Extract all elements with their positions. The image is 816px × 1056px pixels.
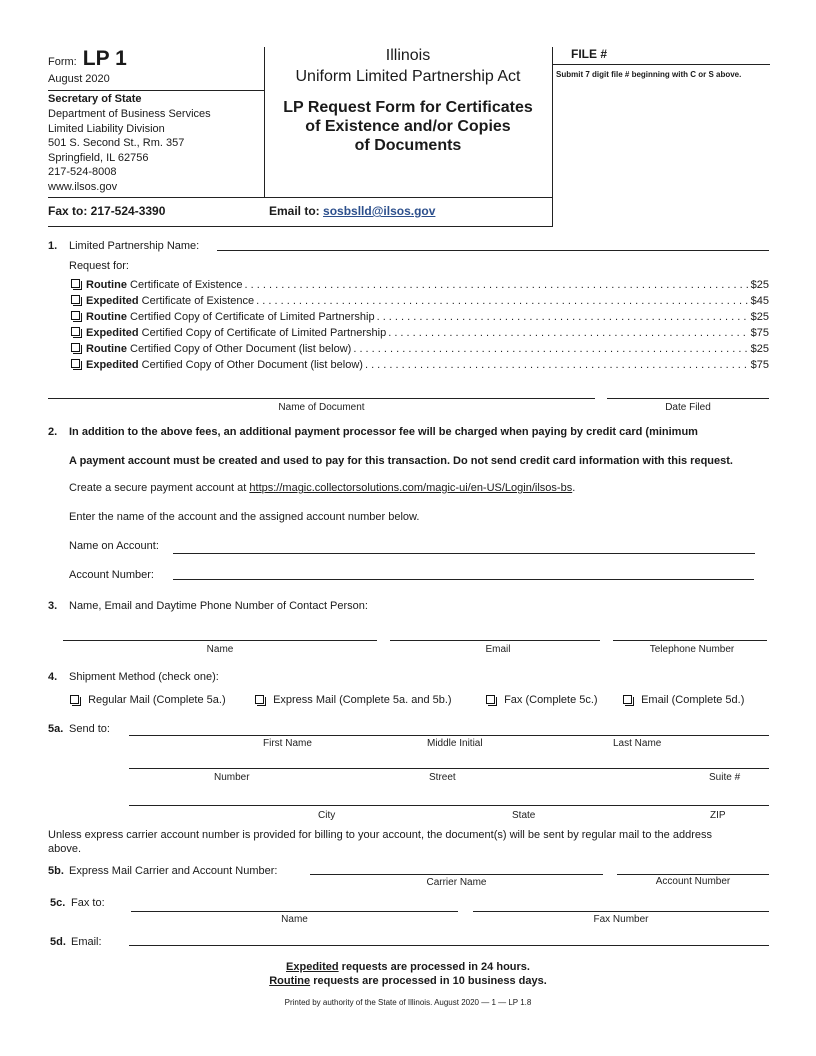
file-number-input[interactable] <box>552 47 770 64</box>
file-number-label: FILE # <box>571 47 608 61</box>
caption: Telephone Number <box>649 644 735 655</box>
section-2-number: 2. <box>48 426 58 438</box>
request-row[interactable]: Expedited Certified Copy of Other Document (list below) . . . $75 <box>71 359 769 374</box>
section-5c-number: 5c. <box>50 897 66 909</box>
email-to: Email to: sosbslld@ilsos.gov <box>269 204 436 218</box>
document-name-field[interactable] <box>48 398 595 399</box>
lp-name-label: Limited Partnership Name: <box>69 240 200 252</box>
request-row[interactable]: Expedited Certified Copy of Certificate of Limited Partnership . . . $75 <box>71 327 769 342</box>
checkbox[interactable] <box>71 327 80 336</box>
checkbox[interactable] <box>71 279 80 288</box>
caption: Email <box>485 644 511 655</box>
agency-name: Secretary of State <box>48 93 142 105</box>
fax-number-field[interactable] <box>473 911 769 912</box>
email-label: Email: <box>71 936 102 948</box>
street-line-field[interactable] <box>129 768 769 769</box>
contact-label: Name, Email and Daytime Phone Number of Contact Person: <box>69 600 368 612</box>
request-for-label: Request for: <box>69 260 129 272</box>
request-row[interactable]: Routine Certified Copy of Other Document (list below) . . . $25 <box>71 343 769 358</box>
city-line-field[interactable] <box>129 805 769 806</box>
section-1-number: 1. <box>48 240 58 252</box>
printed-by: Printed by authority of the State of Illinois. August 2020 — 1 — LP 1.8 <box>284 998 532 1007</box>
fax-name-field[interactable] <box>131 911 458 912</box>
payment-portal-link[interactable]: https://magic.collectorsolutions.com/magic-ui/en-US/Login/ilsos-bs <box>249 482 573 494</box>
caption: Fax Number <box>593 914 649 925</box>
checkbox[interactable] <box>70 695 79 704</box>
caption: Account Number <box>655 876 731 887</box>
request-row[interactable]: Expedited Certificate of Existence . . . $45 <box>71 295 769 310</box>
account-number-label: Account Number: <box>69 569 154 581</box>
carrier-account-field[interactable] <box>617 874 769 875</box>
contact-phone-field[interactable] <box>613 640 767 641</box>
date-filed-field[interactable] <box>607 398 769 399</box>
checkbox[interactable] <box>623 695 632 704</box>
agency-address: Department of Business Services Limited Liability Division 501 S. Second St., Rm. 357 Springfield, IL 62756 217-524-8008 www.ilsos.gov <box>48 108 211 193</box>
section-5b-number: 5b. <box>48 865 64 877</box>
email-field[interactable] <box>129 945 769 946</box>
contact-name-field[interactable] <box>63 640 377 641</box>
request-row[interactable]: Routine Certificate of Existence . . . $25 <box>71 279 769 294</box>
caption: Suite # <box>709 772 741 783</box>
enter-account-text: Enter the name of the account and the assigned account number below. <box>69 511 420 523</box>
date-filed-caption: Date Filed <box>665 402 711 413</box>
shipment-label: Shipment Method (check one): <box>69 671 219 683</box>
state-name: Illinois <box>385 47 431 64</box>
checkbox[interactable] <box>486 695 495 704</box>
caption: Carrier Name <box>426 877 487 888</box>
fee-notice: In addition to the above fees, an additional payment processor fee will be charged when paying by credit card (minimum <box>69 426 698 438</box>
account-number-field[interactable] <box>173 579 754 580</box>
caption: First Name <box>263 738 312 749</box>
act-name: Uniform Limited Partnership Act <box>295 68 521 85</box>
caption: ZIP <box>710 810 726 821</box>
shipment-option[interactable]: Express Mail (Complete 5a. and 5b.) <box>255 694 452 706</box>
name-line-field[interactable] <box>129 735 769 736</box>
shipment-option[interactable]: Fax (Complete 5c.) <box>486 694 598 706</box>
create-account-text: Create a secure payment account at https://magic.collectorsolutions.com/magic-ui/en-US/Login/ilsos-bs. <box>69 482 576 494</box>
section-5d-number: 5d. <box>50 936 66 948</box>
caption: Name <box>281 914 308 925</box>
shipment-option[interactable]: Regular Mail (Complete 5a.) <box>70 694 226 706</box>
shipment-option[interactable]: Email (Complete 5d.) <box>623 694 744 706</box>
checkbox[interactable] <box>71 311 80 320</box>
routine-note: Routine requests are processed in 10 business days. <box>269 975 547 987</box>
form-date: August 2020 <box>48 73 110 85</box>
expedited-note: Expedited requests are processed in 24 hours. <box>286 961 530 973</box>
caption: State <box>512 810 536 821</box>
checkbox[interactable] <box>255 695 264 704</box>
document-name-caption: Name of Document <box>278 402 365 413</box>
send-to-label: Send to: <box>69 723 110 735</box>
file-number-note: Submit 7 digit file # beginning with C or S above. <box>556 70 742 79</box>
section-4-number: 4. <box>48 671 58 683</box>
checkbox[interactable] <box>71 295 80 304</box>
section-5a-number: 5a. <box>48 723 64 735</box>
account-notice: A payment account must be created and used to pay for this transaction. Do not send credit card information with this request. <box>69 455 733 467</box>
form-code: LP 1 <box>82 47 127 70</box>
agency-email-link[interactable]: sosbslld@ilsos.gov <box>323 204 436 218</box>
request-row[interactable]: Routine Certified Copy of Certificate of Limited Partnership . . . $25 <box>71 311 769 326</box>
carrier-name-field[interactable] <box>310 874 603 875</box>
name-on-account-field[interactable] <box>173 553 755 554</box>
section-3-number: 3. <box>48 600 58 612</box>
caption: Street <box>429 772 456 783</box>
express-carrier-label: Express Mail Carrier and Account Number: <box>69 865 278 877</box>
caption: Name <box>206 644 234 655</box>
caption: Last Name <box>613 738 662 749</box>
lp-name-field[interactable] <box>217 250 769 251</box>
express-note: Unless express carrier account number is provided for billing to your account, the document(s) will be sent by regular mail to the address above. <box>48 829 712 855</box>
checkbox[interactable] <box>71 359 80 368</box>
form-label: Form: LP 1 <box>48 47 127 70</box>
fax-to: Fax to: 217-524-3390 <box>48 204 166 218</box>
contact-email-field[interactable] <box>390 640 600 641</box>
fax-to-label: Fax to: <box>71 897 105 909</box>
caption: Number <box>214 772 250 783</box>
caption: City <box>318 810 336 821</box>
caption: Middle Initial <box>427 738 483 749</box>
form-title: LP Request Form for Certificates of Existence and/or Copies of Documents <box>283 99 533 154</box>
name-on-account-label: Name on Account: <box>69 540 159 552</box>
checkbox[interactable] <box>71 343 80 352</box>
